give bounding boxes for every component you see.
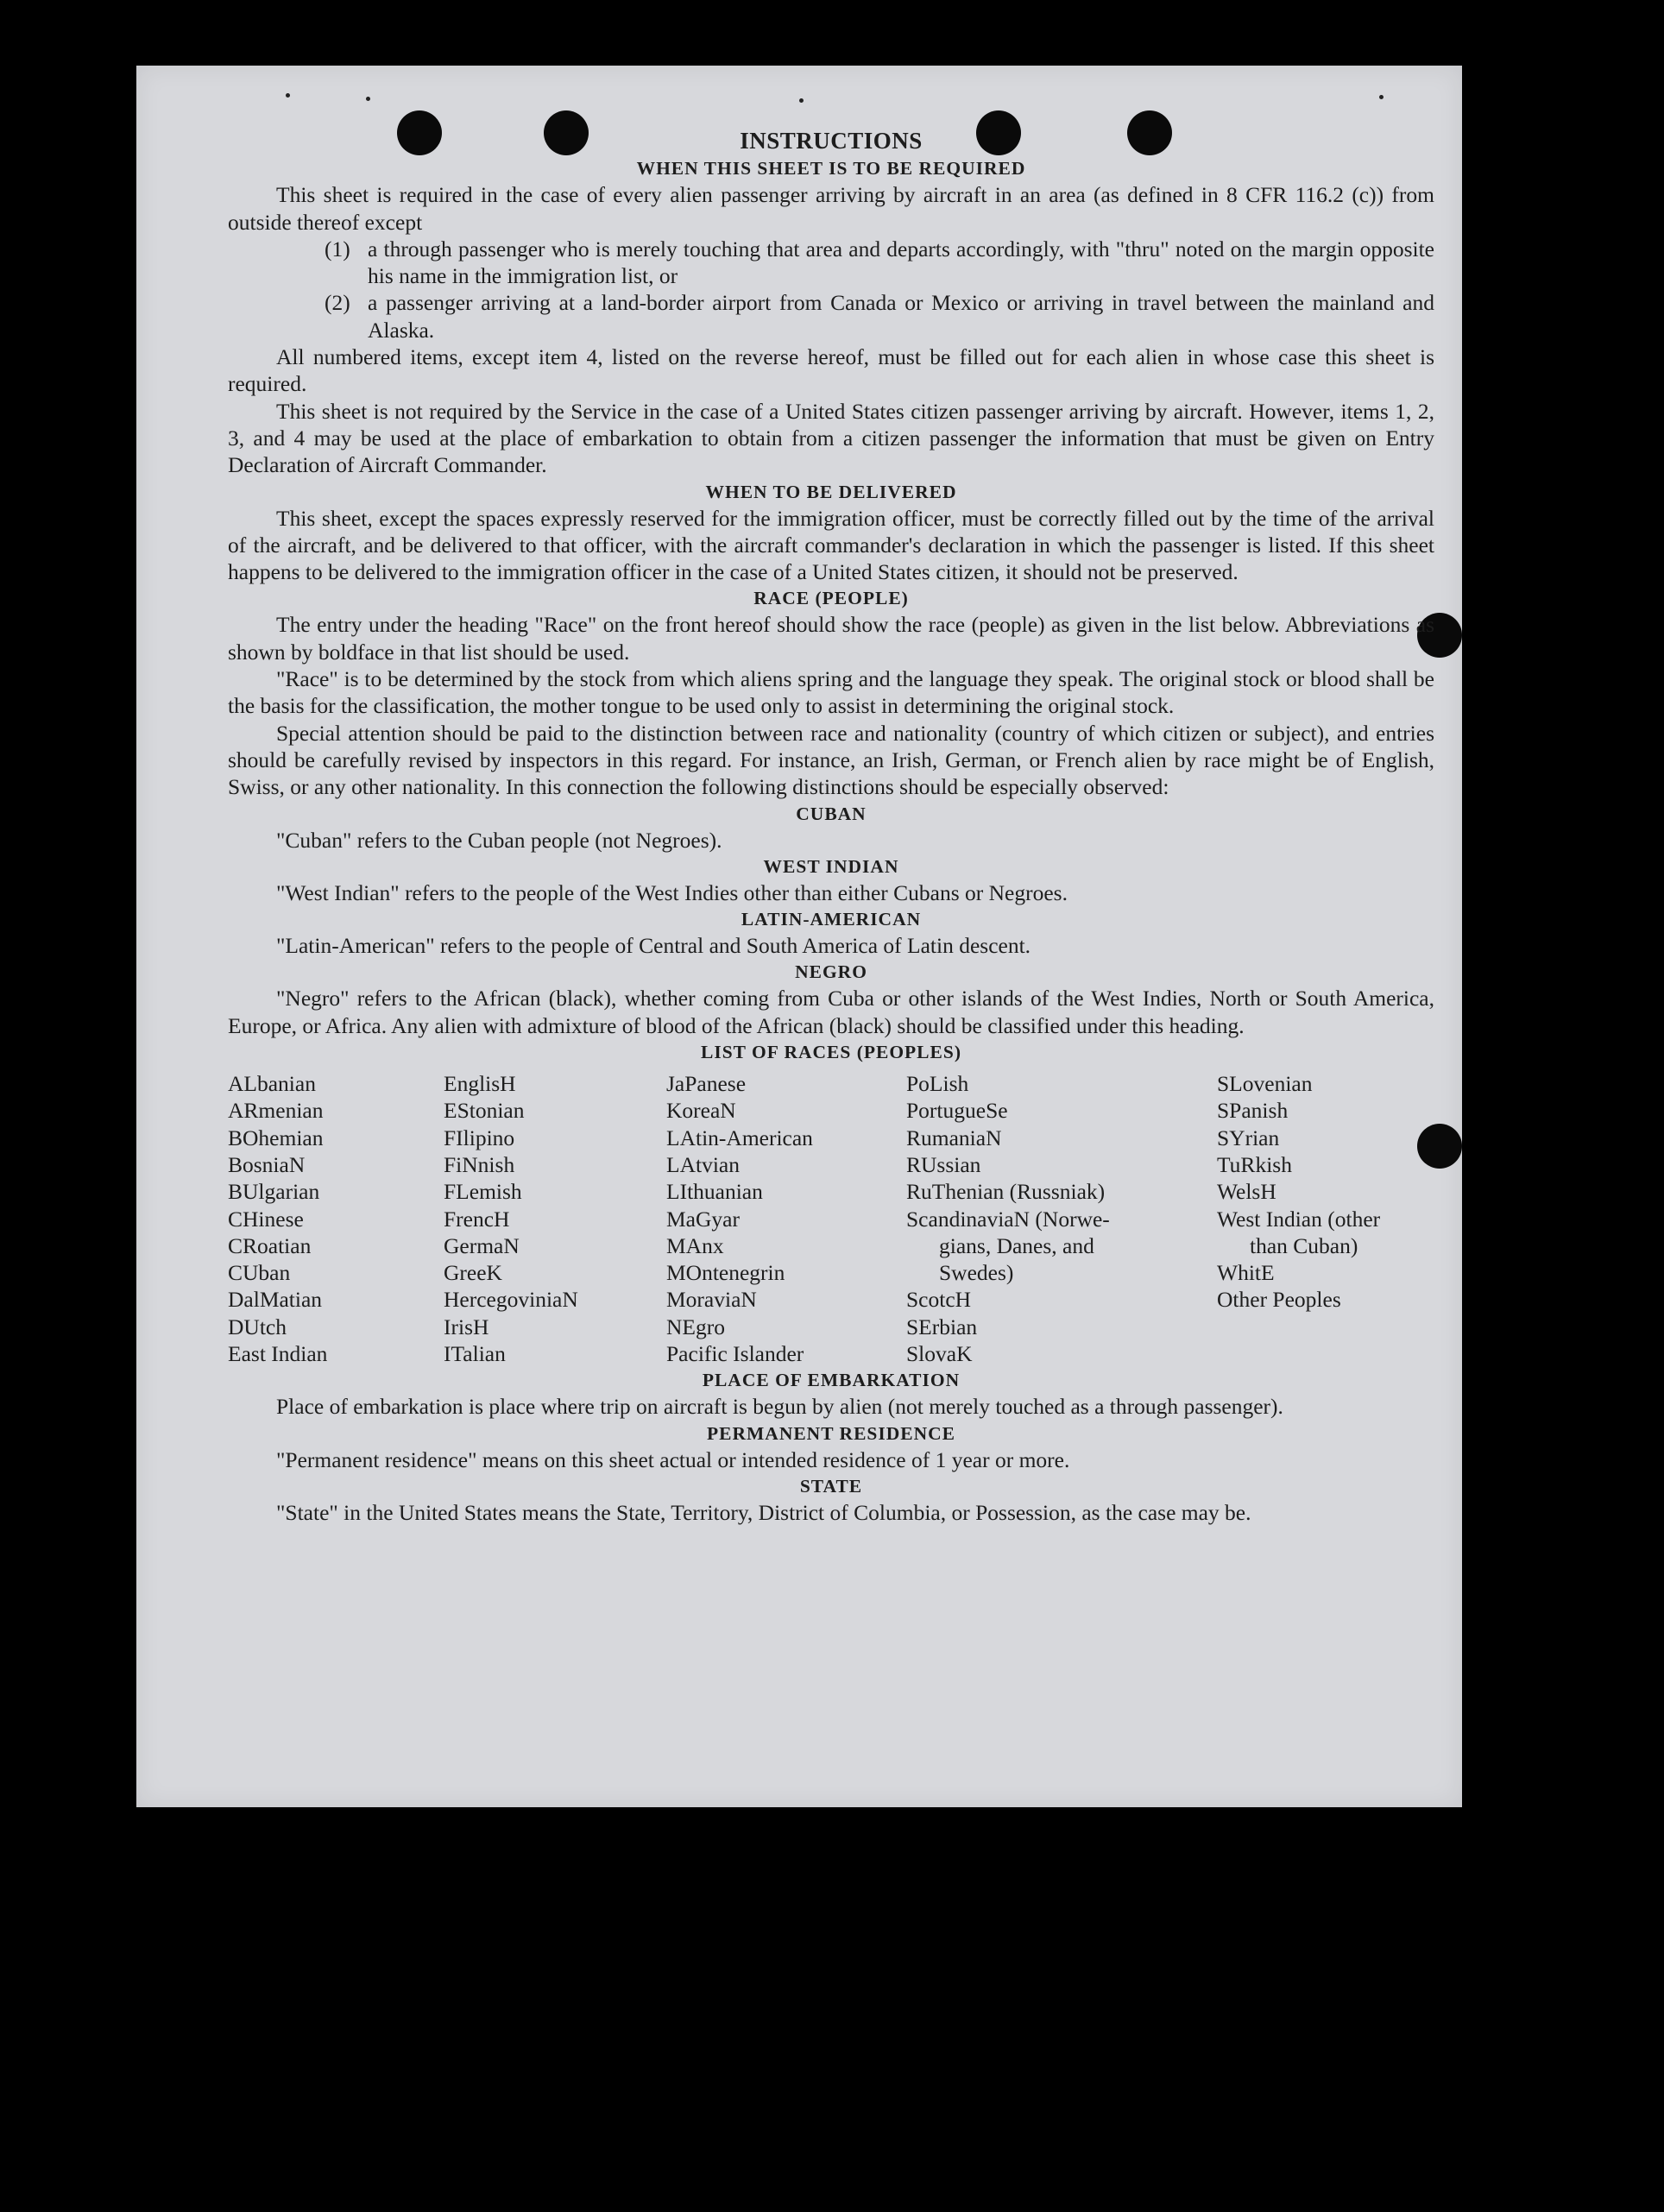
paragraph: "Negro" refers to the African (black), whether coming from Cuba or other islands of the West Indies, North or South America, Europe, or Africa. Any alien with admixture of blood of the African (black) should be classified under this heading. xyxy=(228,986,1434,1038)
speck xyxy=(286,93,290,98)
race-entry: ScandinaviaN (Norwe- xyxy=(906,1206,1110,1232)
race-entry: MaGyar xyxy=(666,1206,740,1232)
race-entry: KoreaN xyxy=(666,1098,736,1124)
section-heading: STATE xyxy=(799,1475,863,1497)
race-entry: HercegoviniaN xyxy=(444,1287,578,1313)
race-entry: SLovenian xyxy=(1217,1071,1313,1097)
race-entry: FrencH xyxy=(444,1206,510,1232)
race-entry: LAtin-American xyxy=(666,1125,813,1150)
race-entry: RumaniaN xyxy=(906,1125,1002,1150)
section-heading: RACE (PEOPLE) xyxy=(753,588,909,609)
race-entry: DalMatian xyxy=(228,1287,323,1313)
section-heading: LATIN-AMERICAN xyxy=(741,909,922,930)
section-heading: PLACE OF EMBARKATION xyxy=(702,1370,961,1391)
race-entry: GermaN xyxy=(444,1232,520,1258)
race-entry: ITalian xyxy=(444,1340,506,1366)
section-heading: NEGRO xyxy=(795,961,867,983)
race-entry: SPanish xyxy=(1217,1098,1289,1124)
paragraph: "Cuban" refers to the Cuban people (not Negroes). xyxy=(276,827,722,853)
list-item xyxy=(325,236,1434,290)
paragraph: "Permanent residence" means on this sheet actual or intended residence of 1 year or more. xyxy=(276,1446,1070,1472)
race-entry: CHinese xyxy=(228,1206,304,1232)
race-entry: BosniaN xyxy=(228,1151,306,1177)
races-column xyxy=(1217,1070,1434,1367)
paragraph: Place of embarkation is place where trip on aircraft is begun by alien (not merely touched as a through passenger). xyxy=(276,1394,1283,1420)
race-entry: FIlipino xyxy=(444,1125,515,1150)
paragraph: "Latin-American" refers to the people of Central and South America of Latin descent. xyxy=(276,933,1031,959)
race-entry: BOhemian xyxy=(228,1125,324,1150)
section-heading: WHEN TO BE DELIVERED xyxy=(705,481,957,502)
race-entry: TuRkish xyxy=(1217,1151,1292,1177)
race-entry: FiNnish xyxy=(444,1151,515,1177)
section-heading: WHEN THIS SHEET IS TO BE REQUIRED xyxy=(636,158,1026,180)
race-entry: IrisH xyxy=(444,1314,489,1339)
race-entry: ARmenian xyxy=(228,1098,324,1124)
race-entry: CRoatian xyxy=(228,1232,312,1258)
race-entry: LAtvian xyxy=(666,1151,740,1177)
race-entry: East Indian xyxy=(228,1340,328,1366)
race-entry: GreeK xyxy=(444,1260,502,1286)
race-entry: JaPanese xyxy=(666,1071,747,1097)
race-entry: SErbian xyxy=(906,1314,978,1339)
item-number: (1) xyxy=(325,236,350,262)
race-entry: gians, Danes, and xyxy=(939,1232,1094,1258)
races-list xyxy=(228,1070,1434,1367)
race-entry: RUssian xyxy=(906,1151,981,1177)
race-entry: ScotcH xyxy=(906,1287,972,1313)
race-entry: than Cuban) xyxy=(1250,1232,1358,1258)
race-entry: PoLish xyxy=(906,1071,969,1097)
speck xyxy=(1379,95,1384,99)
paragraph: This sheet is required in the case of every alien passenger arriving by aircraft in an area (as defined in 8 CFR 116.2 (c)) from outside thereof except xyxy=(228,182,1434,235)
race-entry: CUban xyxy=(228,1260,291,1286)
race-entry: PortugueSe xyxy=(906,1098,1008,1124)
speck xyxy=(799,98,804,103)
paragraph: All numbered items, except item 4, listed on the reverse hereof, must be filled out for each alien in whose case this sheet is required. xyxy=(228,344,1434,397)
race-entry: FLemish xyxy=(444,1179,522,1205)
paragraph: "State" in the United States means the State, Territory, District of Columbia, or Possession, as the case may be. xyxy=(276,1499,1251,1525)
race-entry: Swedes) xyxy=(939,1260,1014,1286)
races-column xyxy=(666,1070,906,1367)
paragraph: This sheet is not required by the Service in the case of a United States citizen passenger arriving by aircraft. However, items 1, 2, 3, and 4 may be used at the place of embarkation to obtain from a citizen passenger the information that must be given on Entry Declaration of Aircraft Commander. xyxy=(228,398,1434,478)
race-entry: LIthuanian xyxy=(666,1179,763,1205)
paragraph: The entry under the heading "Race" on the front hereof should show the race (people) as given in the list below. Abbreviations as shown by boldface in that list should be used. xyxy=(228,612,1434,665)
paragraph: "West Indian" refers to the people of the West Indies other than either Cubans or Negroes. xyxy=(276,879,1068,905)
races-column xyxy=(444,1070,666,1367)
race-entry: BUlgarian xyxy=(228,1179,320,1205)
races-column xyxy=(228,1070,444,1367)
section-heading: LIST OF RACES (PEOPLES) xyxy=(701,1042,961,1063)
race-entry: MoraviaN xyxy=(666,1287,757,1313)
speck xyxy=(366,97,370,101)
race-entry: EStonian xyxy=(444,1098,525,1124)
race-entry: WelsH xyxy=(1217,1179,1276,1205)
document-sheet xyxy=(136,66,1462,1807)
race-entry: MOntenegrin xyxy=(666,1260,785,1286)
paragraph: Special attention should be paid to the distinction between race and nationality (country of which citizen or subject), and entries should be carefully revised by inspectors in this regard. For instance, an Irish, German, or French alien by race might be of English, Swiss, or any other nationality. In this connection the following distinctions should be especially observed: xyxy=(228,720,1434,800)
section-heading: WEST INDIAN xyxy=(763,855,899,877)
paragraph: This sheet, except the spaces expressly reserved for the immigration officer, must be correctly filled out by the time of the arrival of the aircraft, and be delivered to that officer, with the aircraft commander's declaration in which the passenger is listed. If this sheet happens to be delivered to the immigration officer in the case of a United States citizen, it should not be preserved. xyxy=(228,505,1434,585)
section-heading: PERMANENT RESIDENCE xyxy=(707,1422,955,1444)
race-entry: SlovaK xyxy=(906,1340,973,1366)
race-entry: MAnx xyxy=(666,1232,724,1258)
race-entry: NEgro xyxy=(666,1314,725,1339)
race-entry: RuThenian (Russniak) xyxy=(906,1179,1106,1205)
race-entry: WhitE xyxy=(1217,1260,1275,1286)
race-entry: West Indian (other xyxy=(1217,1206,1381,1232)
list-item xyxy=(325,289,1434,343)
race-entry: ALbanian xyxy=(228,1071,316,1097)
paragraph: "Race" is to be determined by the stock from which aliens spring and the language they speak. The original stock or blood shall be the basis for the classification, the mother tongue to be used only to assist in determining the original stock. xyxy=(228,666,1434,719)
item-text: a passenger arriving at a land-border airport from Canada or Mexico or arriving in travel between the mainland and Alaska. xyxy=(368,290,1434,343)
race-entry: SYrian xyxy=(1217,1125,1280,1150)
race-entry: DUtch xyxy=(228,1314,287,1339)
item-number: (2) xyxy=(325,290,350,316)
race-entry: Other Peoples xyxy=(1217,1287,1341,1313)
page-title: INSTRUCTIONS xyxy=(740,128,923,154)
instructions-content xyxy=(228,128,1434,1526)
item-text: a through passenger who is merely touching that area and departs accordingly, with "thru" noted on the margin opposite his name in the immigration list, or xyxy=(368,236,1434,289)
races-column xyxy=(906,1070,1217,1367)
race-entry: EnglisH xyxy=(444,1071,516,1097)
race-entry: Pacific Islander xyxy=(666,1340,804,1366)
section-heading: CUBAN xyxy=(796,803,867,824)
